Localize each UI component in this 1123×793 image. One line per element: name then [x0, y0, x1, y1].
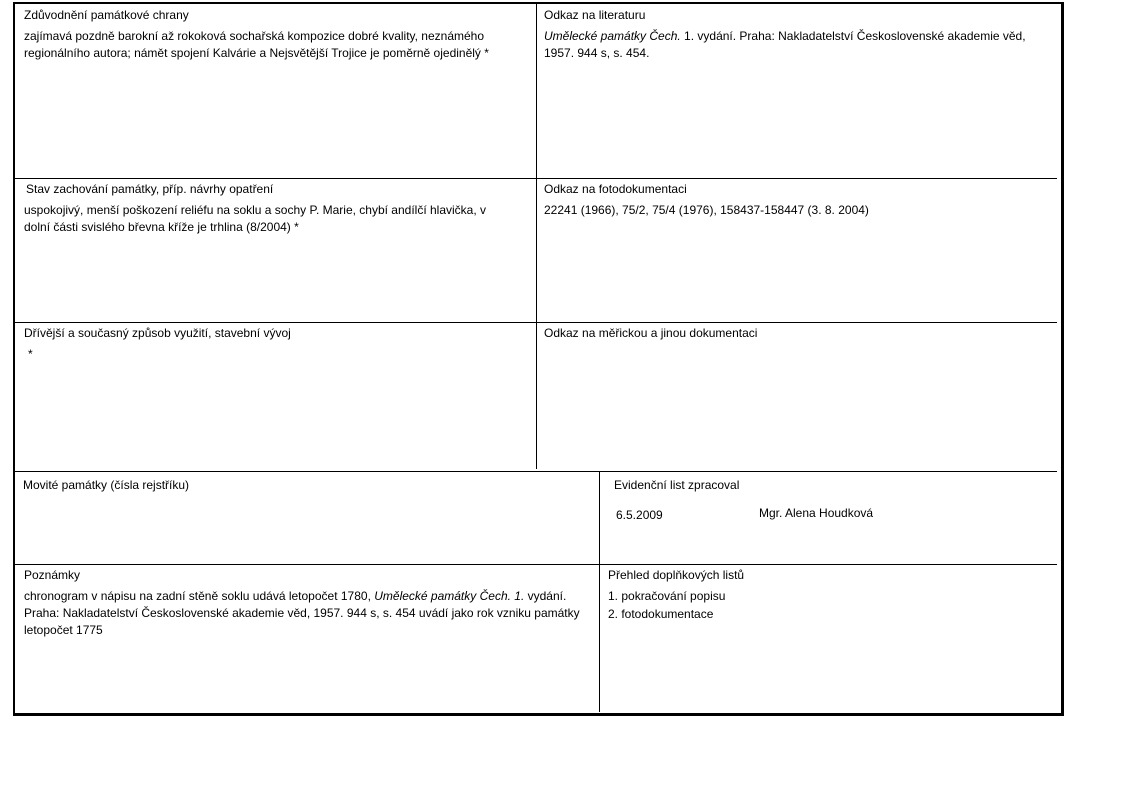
meritko-label: Odkaz na měřickou a jinou dokumentaci — [544, 326, 758, 340]
literatura-label: Odkaz na literaturu — [544, 8, 646, 22]
stav-text-wrap — [24, 197, 499, 236]
literatura-text — [544, 28, 1044, 62]
list-item: 1. pokračování popisu — [608, 589, 726, 603]
movite-section — [23, 477, 583, 493]
literatura-section — [544, 7, 1044, 62]
divider — [599, 472, 600, 712]
zduvodneni-section — [24, 7, 524, 62]
literatura-rest: 1. vydání. Praha: Nakladatelství Československé akademie věd, 1957. 944 s, s. 454. — [544, 29, 1026, 60]
poznamky-italic: Umělecké památky Čech. 1. — [374, 589, 525, 603]
list-item: 2. fotodokumentace — [608, 607, 714, 621]
evidencni-author: Mgr. Alena Houdková — [759, 506, 874, 520]
vyuziti-label: Dřívější a současný způsob využití, stavební vývoj — [24, 326, 291, 340]
stav-label: Stav zachování památky, příp. návrhy opatření — [26, 182, 274, 196]
poznamky-text-before: chronogram v nápisu na zadní stěně soklu udává letopočet 1780, — [24, 589, 375, 603]
literatura-title: Umělecké památky Čech. — [544, 29, 681, 43]
meritko-section — [544, 325, 1044, 341]
poznamky-text — [24, 588, 586, 639]
zduvodneni-label: Zdůvodnění památkové chrany — [24, 8, 189, 22]
foto-text: 22241 (1966), 75/2, 75/4 (1976), 158437-158447 (3. 8. 2004) — [544, 203, 869, 217]
vyuziti-text: * — [28, 347, 33, 361]
divider — [15, 471, 1057, 472]
poznamky-text-after: vydání. Praha: Nakladatelství Československé akademie věd, 1957. 944 s, s. 454 uvádí jako rok vzniku památky letopočet 1775 — [24, 589, 580, 637]
poznamky-label: Poznámky — [24, 568, 81, 582]
evidencni-label: Evidenční list zpracoval — [614, 478, 740, 492]
stav-text: uspokojivý, menší poškození reliéfu na soklu a sochy P. Marie, chybí andílčí hlavička, v dolní části svislého břevna kříže je trhlina (8/2004) * — [24, 203, 487, 234]
evidencni-date: 6.5.2009 — [616, 508, 663, 522]
zduvodneni-text: zajímavá pozdně barokní až rokoková sochařská kompozice dobré kvality, neznámého regionálního autora; námět spojení Kalvárie a Nejsvětější Trojice je poměrně ojedinělý * — [24, 29, 489, 60]
prehled-list — [608, 587, 1048, 623]
stav-section — [26, 181, 521, 197]
vyuziti-section — [24, 325, 524, 363]
prehled-section — [608, 567, 1048, 623]
evidencni-section — [614, 477, 1044, 493]
foto-section — [544, 181, 1044, 219]
divider — [15, 564, 1057, 565]
foto-label: Odkaz na fotodokumentaci — [544, 182, 687, 196]
divider — [536, 4, 537, 469]
prehled-label: Přehled doplňkových listů — [608, 568, 745, 582]
movite-label: Movité památky (čísla rejstříku) — [23, 478, 190, 492]
poznamky-section — [24, 567, 586, 639]
